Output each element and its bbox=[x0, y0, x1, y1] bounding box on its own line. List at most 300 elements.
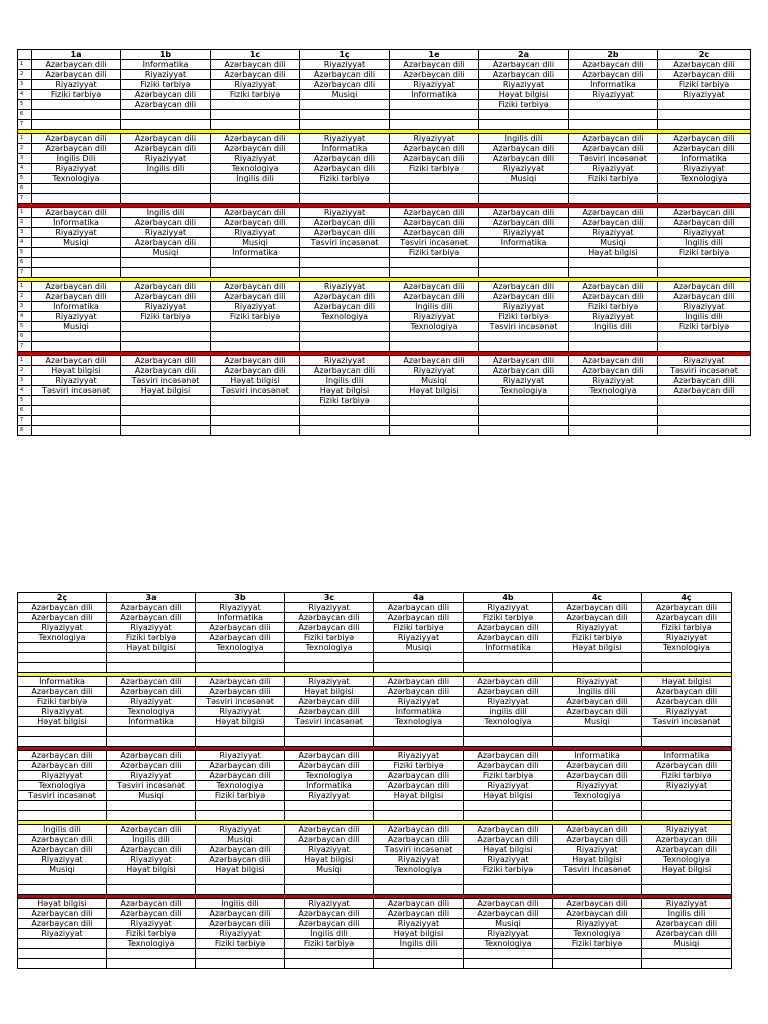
period-number: 4 bbox=[18, 386, 32, 396]
lesson-cell bbox=[553, 949, 642, 959]
table-row bbox=[18, 406, 751, 416]
lesson-cell bbox=[479, 268, 569, 278]
lesson-cell: Azərbaycan dili bbox=[285, 623, 374, 633]
lesson-cell: Riyaziyyat bbox=[658, 164, 751, 174]
lesson-cell: Fiziki tərbiyə bbox=[658, 80, 751, 90]
lesson-cell: Azərbaycan dili bbox=[642, 613, 732, 623]
lesson-cell: Azərbaycan dili bbox=[658, 282, 751, 292]
lesson-cell bbox=[374, 875, 464, 885]
lesson-cell: Riyaziyyat bbox=[464, 603, 553, 613]
lesson-cell: Texnologiya bbox=[18, 633, 107, 643]
lesson-cell: İnformatika bbox=[32, 218, 121, 228]
lesson-cell bbox=[285, 885, 374, 895]
lesson-cell: Riyaziyyat bbox=[211, 228, 300, 238]
lesson-cell: Riyaziyyat bbox=[569, 164, 658, 174]
lesson-cell bbox=[196, 949, 285, 959]
lesson-cell: Həyat bilgisi bbox=[285, 687, 374, 697]
table-row bbox=[18, 643, 732, 653]
corner-cell bbox=[18, 50, 32, 60]
lesson-cell bbox=[390, 174, 479, 184]
lesson-cell bbox=[300, 406, 390, 416]
lesson-cell bbox=[374, 653, 464, 663]
lesson-cell: Azərbaycan dili bbox=[479, 356, 569, 366]
lesson-cell bbox=[32, 248, 121, 258]
lesson-cell: İngilis dili bbox=[374, 939, 464, 949]
lesson-cell: Həyat bilgisi bbox=[553, 643, 642, 653]
lesson-cell bbox=[569, 100, 658, 110]
lesson-cell bbox=[196, 875, 285, 885]
lesson-cell: Musiqi bbox=[121, 248, 211, 258]
lesson-cell: Azərbaycan dili bbox=[107, 825, 196, 835]
period-number: 8 bbox=[18, 426, 32, 436]
lesson-cell bbox=[300, 258, 390, 268]
lesson-cell: Fiziki tərbiyə bbox=[658, 248, 751, 258]
lesson-cell bbox=[121, 406, 211, 416]
lesson-cell bbox=[374, 811, 464, 821]
lesson-cell: Azərbaycan dili bbox=[658, 70, 751, 80]
lesson-cell: Azərbaycan dili bbox=[300, 154, 390, 164]
lesson-cell: Riyaziyyat bbox=[18, 929, 107, 939]
table-row bbox=[18, 929, 732, 939]
lesson-cell bbox=[196, 959, 285, 969]
lesson-cell: İngilis dili bbox=[300, 376, 390, 386]
lesson-cell: Riyaziyyat bbox=[107, 855, 196, 865]
lesson-cell: İnformatika bbox=[658, 154, 751, 164]
lesson-cell bbox=[107, 653, 196, 663]
lesson-cell bbox=[107, 949, 196, 959]
lesson-cell: Azərbaycan dili bbox=[300, 80, 390, 90]
lesson-cell bbox=[569, 120, 658, 130]
table-row bbox=[18, 60, 751, 70]
table-row bbox=[18, 282, 751, 292]
lesson-cell bbox=[211, 406, 300, 416]
lesson-cell: Texnologiya bbox=[464, 717, 553, 727]
lesson-cell: Riyaziyyat bbox=[479, 164, 569, 174]
lesson-cell: Riyaziyyat bbox=[464, 929, 553, 939]
class-header: 2ç bbox=[18, 593, 107, 603]
lesson-cell: Riyaziyyat bbox=[300, 356, 390, 366]
lesson-cell bbox=[553, 885, 642, 895]
lesson-cell: Azərbaycan dili bbox=[285, 707, 374, 717]
lesson-cell bbox=[374, 885, 464, 895]
lesson-cell: Azərbaycan dili bbox=[121, 292, 211, 302]
lesson-cell: Azərbaycan dili bbox=[390, 144, 479, 154]
lesson-cell: Texnologiya bbox=[569, 386, 658, 396]
lesson-cell bbox=[553, 959, 642, 969]
lesson-cell: İngilis dili bbox=[479, 134, 569, 144]
lesson-cell: Fiziki tərbiyə bbox=[642, 623, 732, 633]
table-row bbox=[18, 322, 751, 332]
period-number: 5 bbox=[18, 396, 32, 406]
class-header: 3a bbox=[107, 593, 196, 603]
lesson-cell: Fiziki tərbiyə bbox=[211, 90, 300, 100]
lesson-cell: Azərbaycan dili bbox=[553, 899, 642, 909]
table-row bbox=[18, 697, 732, 707]
lesson-cell: Azərbaycan dili bbox=[479, 70, 569, 80]
lesson-cell bbox=[196, 811, 285, 821]
lesson-cell: Azərbaycan dili bbox=[374, 771, 464, 781]
lesson-cell: Azərbaycan dili bbox=[107, 845, 196, 855]
lesson-cell bbox=[121, 332, 211, 342]
lesson-cell: Azərbaycan dili bbox=[32, 292, 121, 302]
lesson-cell bbox=[211, 322, 300, 332]
table-row bbox=[18, 164, 751, 174]
table-row bbox=[18, 717, 732, 727]
lesson-cell bbox=[464, 949, 553, 959]
lesson-cell: Fiziki tərbiyə bbox=[300, 174, 390, 184]
lesson-cell: Azərbaycan dili bbox=[285, 919, 374, 929]
lesson-cell: Azərbaycan dili bbox=[196, 845, 285, 855]
lesson-cell: Fiziki tərbiyə bbox=[479, 312, 569, 322]
lesson-cell: Riyaziyyat bbox=[211, 154, 300, 164]
lesson-cell bbox=[107, 959, 196, 969]
table-row bbox=[18, 899, 732, 909]
lesson-cell: Riyaziyyat bbox=[32, 312, 121, 322]
lesson-cell bbox=[18, 959, 107, 969]
lesson-cell: Təsviri incəsənət bbox=[300, 238, 390, 248]
lesson-cell: İnformatika bbox=[196, 613, 285, 623]
table-row bbox=[18, 120, 751, 130]
lesson-cell: Azərbaycan dili bbox=[196, 761, 285, 771]
lesson-cell: Riyaziyyat bbox=[569, 228, 658, 238]
lesson-cell: İngilis dili bbox=[553, 687, 642, 697]
lesson-cell: Azərbaycan dili bbox=[464, 909, 553, 919]
lesson-cell: Azərbaycan dili bbox=[642, 687, 732, 697]
class-header: 4b bbox=[464, 593, 553, 603]
lesson-cell: Fiziki tərbiyə bbox=[121, 312, 211, 322]
lesson-cell: Azərbaycan dili bbox=[107, 603, 196, 613]
lesson-cell bbox=[18, 653, 107, 663]
lesson-cell bbox=[658, 184, 751, 194]
lesson-cell bbox=[32, 110, 121, 120]
lesson-cell bbox=[553, 801, 642, 811]
lesson-cell: Riyaziyyat bbox=[121, 70, 211, 80]
lesson-cell: Azərbaycan dili bbox=[107, 677, 196, 687]
lesson-cell: Azərbaycan dili bbox=[390, 154, 479, 164]
lesson-cell bbox=[300, 110, 390, 120]
lesson-cell: Riyaziyyat bbox=[196, 603, 285, 613]
lesson-cell bbox=[658, 406, 751, 416]
table-row bbox=[18, 801, 732, 811]
lesson-cell: Azərbaycan dili bbox=[374, 603, 464, 613]
lesson-cell: Azərbaycan dili bbox=[211, 292, 300, 302]
lesson-cell bbox=[285, 801, 374, 811]
table-row bbox=[18, 144, 751, 154]
table-row bbox=[18, 603, 732, 613]
lesson-cell: Texnologiya bbox=[374, 865, 464, 875]
lesson-cell: Həyat bilgisi bbox=[107, 865, 196, 875]
lesson-cell bbox=[658, 268, 751, 278]
lesson-cell: Həyat bilgisi bbox=[300, 386, 390, 396]
lesson-cell bbox=[300, 184, 390, 194]
lesson-cell: Təsviri incəsənət bbox=[18, 791, 107, 801]
lesson-cell bbox=[658, 396, 751, 406]
lesson-cell bbox=[390, 100, 479, 110]
lesson-cell: Həyat bilgisi bbox=[390, 386, 479, 396]
lesson-cell: Texnologiya bbox=[32, 174, 121, 184]
table-row bbox=[18, 771, 732, 781]
lesson-cell bbox=[479, 120, 569, 130]
table-row bbox=[18, 366, 751, 376]
lesson-cell: Azərbaycan dili bbox=[479, 282, 569, 292]
class-header: 1b bbox=[121, 50, 211, 60]
table-row bbox=[18, 909, 732, 919]
lesson-cell bbox=[285, 663, 374, 673]
lesson-cell: İngilis dili bbox=[642, 909, 732, 919]
lesson-cell bbox=[32, 258, 121, 268]
lesson-cell bbox=[285, 653, 374, 663]
table-row bbox=[18, 426, 751, 436]
lesson-cell: Fiziki tərbiyə bbox=[464, 771, 553, 781]
lesson-cell: Azərbaycan dili bbox=[18, 687, 107, 697]
lesson-cell: Azərbaycan dili bbox=[390, 60, 479, 70]
lesson-cell bbox=[374, 949, 464, 959]
lesson-cell: Riyaziyyat bbox=[32, 376, 121, 386]
lesson-cell: Azərbaycan dili bbox=[285, 835, 374, 845]
table-row bbox=[18, 919, 732, 929]
lesson-cell: Riyaziyyat bbox=[642, 781, 732, 791]
lesson-cell bbox=[374, 727, 464, 737]
lesson-cell: Riyaziyyat bbox=[390, 80, 479, 90]
period-number: 5 bbox=[18, 322, 32, 332]
period-number: 5 bbox=[18, 248, 32, 258]
lesson-cell: Azərbaycan dili bbox=[211, 134, 300, 144]
lesson-cell bbox=[121, 258, 211, 268]
lesson-cell bbox=[569, 268, 658, 278]
lesson-cell bbox=[374, 737, 464, 747]
lesson-cell bbox=[211, 184, 300, 194]
lesson-cell: Həyat bilgisi bbox=[374, 791, 464, 801]
lesson-cell: Fiziki tərbiyə bbox=[107, 633, 196, 643]
lesson-cell: Riyaziyyat bbox=[374, 919, 464, 929]
lesson-cell: Texnologiya bbox=[107, 939, 196, 949]
lesson-cell: Təsviri incəsənət bbox=[553, 865, 642, 875]
lesson-cell bbox=[390, 268, 479, 278]
lesson-cell: Texnologiya bbox=[211, 164, 300, 174]
lesson-cell bbox=[390, 110, 479, 120]
lesson-cell: Riyaziyyat bbox=[121, 154, 211, 164]
lesson-cell bbox=[18, 737, 107, 747]
lesson-cell: Azərbaycan dili bbox=[374, 781, 464, 791]
table-row bbox=[18, 865, 732, 875]
lesson-cell: Azərbaycan dili bbox=[642, 845, 732, 855]
lesson-cell: Texnologiya bbox=[107, 707, 196, 717]
class-header: 3c bbox=[285, 593, 374, 603]
lesson-cell: Azərbaycan dili bbox=[374, 677, 464, 687]
table-row bbox=[18, 663, 732, 673]
lesson-cell bbox=[300, 342, 390, 352]
table-row bbox=[18, 154, 751, 164]
lesson-cell bbox=[285, 811, 374, 821]
lesson-cell bbox=[374, 801, 464, 811]
lesson-cell: Azərbaycan dili bbox=[569, 144, 658, 154]
lesson-cell: Azərbaycan dili bbox=[211, 282, 300, 292]
lesson-cell: İngilis dili bbox=[107, 835, 196, 845]
lesson-cell: Azərbaycan dili bbox=[300, 218, 390, 228]
lesson-cell: Azərbaycan dili bbox=[18, 751, 107, 761]
lesson-cell bbox=[32, 416, 121, 426]
lesson-cell bbox=[32, 332, 121, 342]
lesson-cell: Azərbaycan dili bbox=[211, 60, 300, 70]
lesson-cell: Azərbaycan dili bbox=[121, 356, 211, 366]
lesson-cell bbox=[196, 885, 285, 895]
table-row bbox=[18, 825, 732, 835]
lesson-cell bbox=[642, 959, 732, 969]
lesson-cell: Təsviri incəsənət bbox=[642, 717, 732, 727]
lesson-cell bbox=[642, 653, 732, 663]
table-row bbox=[18, 613, 732, 623]
lesson-cell bbox=[642, 791, 732, 801]
lesson-cell: Həyat bilgisi bbox=[553, 855, 642, 865]
class-header: 2b bbox=[569, 50, 658, 60]
lesson-cell: Texnologiya bbox=[196, 643, 285, 653]
table-row bbox=[18, 312, 751, 322]
lesson-cell: İngilis dili bbox=[390, 302, 479, 312]
lesson-cell bbox=[658, 100, 751, 110]
lesson-cell: İnformatika bbox=[553, 751, 642, 761]
period-number: 3 bbox=[18, 80, 32, 90]
period-number: 3 bbox=[18, 154, 32, 164]
lesson-cell: Azərbaycan dili bbox=[374, 613, 464, 623]
lesson-cell: Musiqi bbox=[18, 865, 107, 875]
lesson-cell: Azərbaycan dili bbox=[479, 208, 569, 218]
table-row bbox=[18, 677, 732, 687]
lesson-cell: Həyat bilgisi bbox=[569, 248, 658, 258]
lesson-cell: Musiqi bbox=[390, 376, 479, 386]
lesson-cell bbox=[553, 663, 642, 673]
lesson-cell: Fiziki tərbiyə bbox=[658, 322, 751, 332]
lesson-cell: Azərbaycan dili bbox=[121, 134, 211, 144]
lesson-cell: Təsviri incəsənət bbox=[479, 322, 569, 332]
lesson-cell: Riyaziyyat bbox=[390, 312, 479, 322]
lesson-cell: Azərbaycan dili bbox=[642, 919, 732, 929]
lesson-cell: Azərbaycan dili bbox=[300, 292, 390, 302]
lesson-cell bbox=[374, 959, 464, 969]
table-row bbox=[18, 416, 751, 426]
period-number: 3 bbox=[18, 376, 32, 386]
lesson-cell bbox=[390, 332, 479, 342]
lesson-cell: Riyaziyyat bbox=[107, 697, 196, 707]
lesson-cell: Texnologiya bbox=[464, 939, 553, 949]
table-row bbox=[18, 248, 751, 258]
lesson-cell: İnformatika bbox=[211, 248, 300, 258]
lesson-cell bbox=[479, 184, 569, 194]
lesson-cell: Azərbaycan dili bbox=[390, 208, 479, 218]
lesson-cell: İnformatika bbox=[464, 643, 553, 653]
lesson-cell: Riyaziyyat bbox=[107, 919, 196, 929]
lesson-cell: Həyat bilgisi bbox=[479, 90, 569, 100]
lesson-cell: Təsviri incəsənət bbox=[196, 697, 285, 707]
lesson-cell: Riyaziyyat bbox=[196, 751, 285, 761]
lesson-cell: Azərbaycan dili bbox=[211, 218, 300, 228]
table-row bbox=[18, 228, 751, 238]
table-row bbox=[18, 238, 751, 248]
lesson-cell bbox=[32, 342, 121, 352]
class-header: 2c bbox=[658, 50, 751, 60]
class-header: 3b bbox=[196, 593, 285, 603]
lesson-cell: Riyaziyyat bbox=[300, 208, 390, 218]
class-header: 1c bbox=[211, 50, 300, 60]
lesson-cell: Musiqi bbox=[479, 174, 569, 184]
lesson-cell: Riyaziyyat bbox=[642, 707, 732, 717]
lesson-cell: Azərbaycan dili bbox=[479, 154, 569, 164]
lesson-cell bbox=[642, 811, 732, 821]
lesson-cell bbox=[642, 875, 732, 885]
lesson-cell bbox=[642, 737, 732, 747]
lesson-cell: İnformatika bbox=[300, 144, 390, 154]
table-row bbox=[18, 949, 732, 959]
lesson-cell: Fiziki tərbiyə bbox=[374, 761, 464, 771]
lesson-cell: Azərbaycan dili bbox=[658, 60, 751, 70]
lesson-cell: Fiziki tərbiyə bbox=[390, 164, 479, 174]
table-row bbox=[18, 110, 751, 120]
lesson-cell: Musiqi bbox=[196, 835, 285, 845]
lesson-cell: Azərbaycan dili bbox=[18, 613, 107, 623]
lesson-cell bbox=[300, 268, 390, 278]
lesson-cell bbox=[479, 416, 569, 426]
lesson-cell bbox=[18, 875, 107, 885]
lesson-cell: Azərbaycan dili bbox=[121, 238, 211, 248]
lesson-cell bbox=[211, 416, 300, 426]
lesson-cell bbox=[569, 110, 658, 120]
lesson-cell: Azərbaycan dili bbox=[196, 909, 285, 919]
lesson-cell: Azərbaycan dili bbox=[300, 228, 390, 238]
lesson-cell: Riyaziyyat bbox=[374, 697, 464, 707]
lesson-cell: Azərbaycan dili bbox=[18, 919, 107, 929]
period-number: 5 bbox=[18, 100, 32, 110]
lesson-cell: Azərbaycan dili bbox=[374, 825, 464, 835]
lesson-cell bbox=[569, 194, 658, 204]
lesson-cell bbox=[211, 332, 300, 342]
lesson-cell: Azərbaycan dili bbox=[569, 366, 658, 376]
lesson-cell: Riyaziyyat bbox=[121, 228, 211, 238]
lesson-cell: Riyaziyyat bbox=[211, 302, 300, 312]
lesson-cell: Texnologiya bbox=[285, 643, 374, 653]
lesson-cell: Azərbaycan dili bbox=[464, 899, 553, 909]
lesson-cell: İngilis dili bbox=[121, 208, 211, 218]
table-row bbox=[18, 80, 751, 90]
lesson-cell: Riyaziyyat bbox=[300, 282, 390, 292]
lesson-cell bbox=[569, 342, 658, 352]
lesson-cell bbox=[553, 811, 642, 821]
lesson-cell bbox=[18, 811, 107, 821]
lesson-cell: Riyaziyyat bbox=[479, 228, 569, 238]
period-number: 6 bbox=[18, 332, 32, 342]
lesson-cell bbox=[569, 406, 658, 416]
table-row bbox=[18, 184, 751, 194]
lesson-cell: Azərbaycan dili bbox=[569, 218, 658, 228]
lesson-cell bbox=[121, 184, 211, 194]
lesson-cell: Fiziki tərbiyə bbox=[285, 633, 374, 643]
lesson-cell: Azərbaycan dili bbox=[107, 761, 196, 771]
lesson-cell: Riyaziyyat bbox=[464, 855, 553, 865]
period-number: 1 bbox=[18, 60, 32, 70]
lesson-cell: Azərbaycan dili bbox=[121, 90, 211, 100]
lesson-cell: Azərbaycan dili bbox=[658, 208, 751, 218]
lesson-cell: Azərbaycan dili bbox=[464, 835, 553, 845]
lesson-cell bbox=[658, 332, 751, 342]
period-number: 7 bbox=[18, 342, 32, 352]
lesson-cell bbox=[300, 332, 390, 342]
lesson-cell: Riyaziyyat bbox=[32, 80, 121, 90]
lesson-cell bbox=[569, 416, 658, 426]
table-row bbox=[18, 751, 732, 761]
lesson-cell: İnformatika bbox=[18, 677, 107, 687]
period-number: 1 bbox=[18, 356, 32, 366]
lesson-cell: Azərbaycan dili bbox=[196, 687, 285, 697]
lesson-cell: Texnologiya bbox=[18, 781, 107, 791]
lesson-cell: Azərbaycan dili bbox=[553, 825, 642, 835]
